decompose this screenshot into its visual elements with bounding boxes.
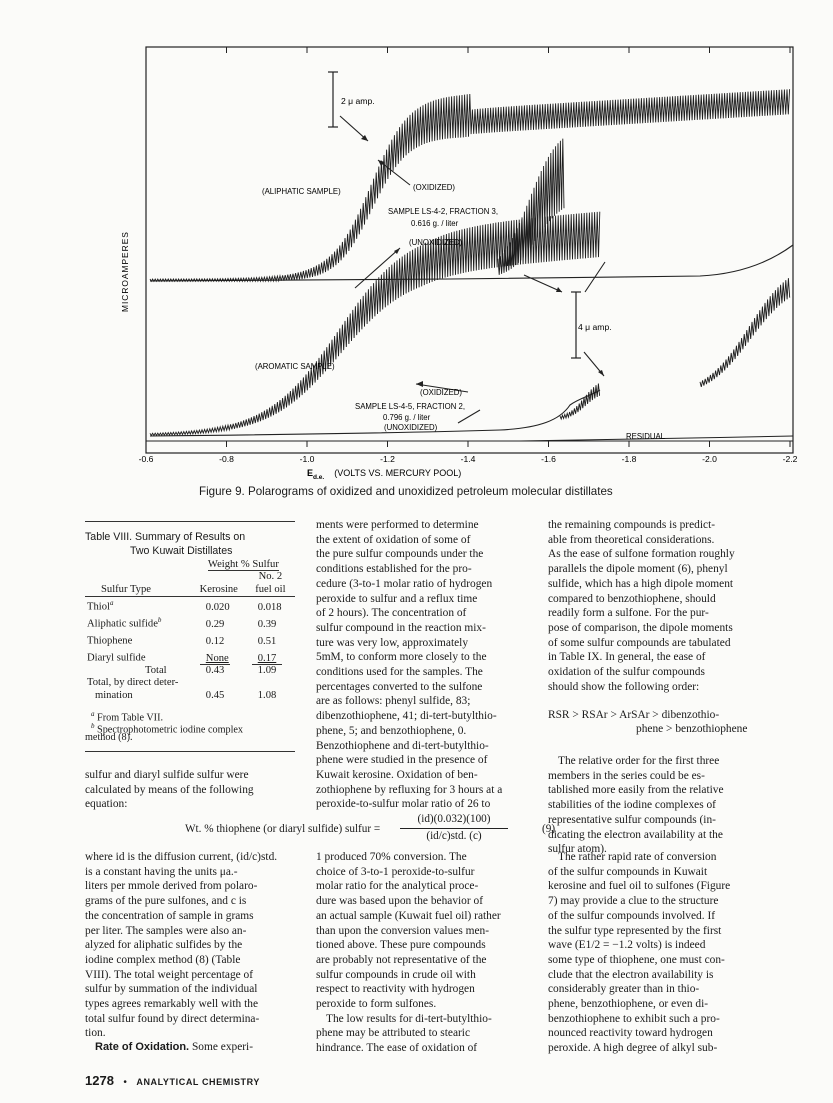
- text-line: members in the series could be es-: [548, 769, 705, 782]
- text-line: ture was very low, approximately: [316, 636, 469, 649]
- text-line: where id is the diffusion current, (id/c)std.: [85, 851, 278, 863]
- text-line: than upon the conversion values men-: [316, 924, 490, 937]
- text-line: phene, benzothiophene, or even di-: [548, 998, 709, 1011]
- aromatic-unoxidized-wave: [560, 384, 600, 419]
- text-line: 5mM, to conform more closely to the: [316, 651, 487, 664]
- text-line: some type of thiophene, one must con-: [548, 953, 725, 966]
- text-line: benzothiophene to exhibit such a pro-: [548, 1012, 720, 1025]
- text-line: percentages converted to the sulfone: [316, 680, 483, 693]
- row-kerosine: 0.12: [205, 635, 225, 647]
- text-line: phene may be attributed to stearic: [316, 1027, 471, 1040]
- x-tick-label: -1.0: [299, 454, 315, 464]
- text-line: zothiophene by refluxing for 3 hours at a: [316, 783, 503, 796]
- text-line: sulfur and diaryl sulfide sulfur were: [85, 769, 249, 781]
- text-line: The low results for di-tert-butylthio-: [326, 1012, 492, 1025]
- text-line: conditions established for the pro-: [316, 563, 472, 576]
- equation-9: [185, 813, 565, 847]
- total-kerosine: 0.43: [200, 664, 231, 676]
- text-line: ments were performed to determine: [316, 519, 479, 531]
- text-line: types agrees remarkably well with the: [85, 998, 259, 1011]
- scale-bottom-label: 4 μ amp.: [578, 322, 612, 332]
- aliphatic-sample-name: SAMPLE LS-4-2, FRACTION 3,: [388, 207, 499, 216]
- x-tick-label: -2.2: [782, 454, 798, 464]
- aliphatic-sample-label: (ALIPHATIC SAMPLE): [262, 187, 341, 196]
- text-line: phene, 5; and benzothiophene, 0.: [316, 724, 467, 737]
- text-line: representative sulfur compounds (in-: [548, 813, 716, 826]
- row-kerosine: 0.29: [205, 618, 225, 630]
- aliphatic-sample-conc: 0.616 g. / liter: [411, 219, 459, 228]
- text-line: peroxide to sulfur and a reflux time: [316, 592, 478, 605]
- aromatic-sample-label: (AROMATIC SAMPLE): [255, 362, 335, 371]
- row-type: Diaryl sulfide: [87, 652, 146, 664]
- polarogram-plot: [0, 0, 833, 500]
- text-line: are probably not representative of the: [316, 953, 487, 966]
- x-axis-subscript: d.e.: [313, 474, 325, 481]
- y-axis-label: MICROAMPERES: [120, 231, 130, 312]
- aromatic-unoxidized-label: (UNOXIDIZED): [384, 423, 438, 432]
- text-line: oxidation of the sulfur compounds: [548, 666, 705, 679]
- aliphatic-oxidized-wave: [150, 89, 790, 281]
- text-line: sulfur atom).: [548, 843, 607, 856]
- x-tick-label: -1.8: [621, 454, 637, 464]
- figure-9: [0, 0, 833, 500]
- aliphatic-oxidized-label: (OXIDIZED): [413, 183, 456, 192]
- rate-heading-line: [95, 1041, 253, 1053]
- page-footer: [85, 1072, 260, 1090]
- table-body: [85, 559, 295, 702]
- text-line: the extent of oxidation of some of: [316, 533, 471, 546]
- aromatic-final-rise-wave: [700, 278, 790, 387]
- column-right-middle: [548, 754, 762, 857]
- text-line: able from theoretical considerations.: [548, 533, 715, 546]
- text-line: equation:: [85, 798, 128, 811]
- text-line: the remaining compounds is predict-: [548, 519, 716, 531]
- text-line: Kuwait kerosine. Oxidation of ben-: [316, 768, 478, 781]
- direct-label-2: mination: [95, 689, 133, 701]
- col-kerosine: Kerosine: [192, 584, 246, 597]
- text-line: phene were studied in the presence of: [316, 754, 488, 767]
- row-fuel: 0.17: [257, 652, 277, 664]
- text-line: sulfur by summation of the individual: [85, 983, 258, 996]
- text-line: dure was based upon the behavior of: [316, 895, 484, 908]
- text-line: 7) may provide a clue to the structure: [548, 895, 719, 908]
- x-tick-label: -1.2: [380, 454, 395, 464]
- page-number: 1278: [85, 1073, 114, 1088]
- x-axis-symbol: E: [307, 468, 314, 478]
- aromatic-sample-name: SAMPLE LS-4-5, FRACTION 2,: [355, 402, 466, 411]
- aromatic-sample-conc: 0.796 g. / liter: [383, 413, 431, 422]
- footer-bullet: •: [123, 1077, 127, 1088]
- row-fuel: 0.51: [257, 635, 277, 647]
- text-line: sulfur compounds in crude oil with: [316, 968, 476, 981]
- text-line: parallels the dipole moment (6), phenyl: [548, 563, 728, 576]
- table-row: [85, 648, 295, 665]
- text-line: sulfur compound in the reaction mix-: [316, 621, 486, 634]
- scale-bar-top: [328, 72, 338, 127]
- text-line: of 2 hours). The concentration of: [316, 607, 467, 620]
- column-right-bottom: [548, 850, 762, 1056]
- text-line: alyzed for aliphatic sulfides by the: [85, 939, 243, 952]
- aromatic-oxidized-label: (OXIDIZED): [420, 388, 463, 397]
- aliphatic-unoxidized-label: (UNOXIDIZED): [409, 238, 463, 247]
- text-line: grams of the pure sulfones, and c is: [85, 895, 247, 908]
- total-fuel: 1.09: [252, 664, 283, 676]
- direct-fuel: 1.08: [257, 689, 277, 701]
- text-line: clude that the electron availability is: [548, 968, 714, 981]
- text-line: of some sulfur compounds are tabulated: [548, 636, 731, 649]
- row-kerosine: 0.020: [205, 601, 230, 613]
- text-line: the concentration of sample in grams: [85, 909, 254, 922]
- column-left-pre-equation: [85, 768, 299, 812]
- column-right-top: [548, 518, 762, 694]
- order-line-2: phene > benzothiophene: [636, 723, 748, 735]
- text-line: the pure sulfur compounds under the: [316, 548, 484, 561]
- row-footnote-mark: a: [109, 599, 114, 608]
- x-tick-label: -1.4: [460, 454, 476, 464]
- text-line: readily form a sulfone. For the pur-: [548, 607, 709, 620]
- text-line: tablished more easily from the relative: [548, 784, 724, 797]
- x-axis-label: [307, 468, 461, 481]
- text-line: peroxide to form sulfones.: [316, 998, 437, 1011]
- scale-top-label: 2 μ amp.: [341, 96, 375, 106]
- text-line: hindrance. The ease of oxidation of: [316, 1042, 478, 1055]
- text-line: As the ease of sulfone formation roughly: [548, 548, 735, 561]
- equation-number: (9): [542, 823, 556, 835]
- text-line: peroxide-to-sulfur molar ratio of 26 to: [316, 798, 491, 811]
- text-line: stabilities of the iodine complexes of: [548, 799, 716, 812]
- table-row: [85, 597, 295, 614]
- footnote-a: $^a$ From Table VII.: [91, 710, 164, 724]
- column-left-bottom: [85, 850, 299, 1041]
- order-line-1: RSR > RSAr > ArSAr > dibenzothio-: [548, 709, 720, 721]
- equation-lhs: Wt. % thiophene (or diaryl sulfide) sulfur =: [185, 823, 381, 835]
- text-line: conditions used for the samples. The: [316, 666, 483, 679]
- text-line: VIII). The total weight percentage of: [85, 968, 254, 981]
- text-line: should show the following order:: [548, 680, 700, 693]
- text-line: nounced reactivity toward hydrogen: [548, 1027, 713, 1040]
- x-tick-label: -1.6: [541, 454, 556, 464]
- text-line: molar ratio for the analytical proce-: [316, 880, 479, 893]
- footnote-b: $^b$ Spectrophotometric iodine complex: [91, 722, 244, 736]
- row-type: Thiophene: [87, 635, 133, 647]
- text-line: cedure (3-to-1 molar ratio of hydrogen: [316, 577, 493, 590]
- row-type: Aliphatic sulfide: [87, 618, 158, 630]
- text-line: iodine complex method (8) (Table: [85, 953, 241, 966]
- text-line: dicating the electron availability at the: [548, 828, 723, 841]
- text-line: considerably greater than in thio-: [548, 983, 700, 996]
- text-line: total sulfur found by direct determina-: [85, 1012, 260, 1025]
- text-line: wave (E1/2 = −1.2 volts) is indeed: [548, 939, 706, 952]
- column-middle-bottom: [316, 850, 529, 1056]
- text-line: The rather rapid rate of conversion: [558, 851, 717, 863]
- text-line: dibenzothiophene, 41; di-tert-butylthio-: [316, 710, 497, 723]
- equation-numerator: (id)(0.032)(100): [417, 813, 491, 825]
- x-tick-label: -0.6: [138, 454, 154, 464]
- row-fuel: 0.018: [257, 601, 282, 613]
- journal-name: ANALYTICAL CHEMISTRY: [136, 1077, 261, 1087]
- table-row: [85, 614, 295, 631]
- text-line: calculated by means of the following: [85, 783, 254, 796]
- table-title-1: Table VIII. Summary of Results on: [85, 531, 246, 543]
- col-sulfur-type: Sulfur Type: [85, 584, 192, 597]
- col-fuel-b: fuel oil: [246, 584, 295, 597]
- text-line: in Table IX. In general, the ease of: [548, 651, 706, 664]
- text-line: are as follows: phenyl sulfide, 83;: [316, 695, 471, 708]
- text-line: sulfide, which has a high dipole moment: [548, 577, 734, 590]
- x-tick-label: -0.8: [219, 454, 234, 464]
- text-line: The relative order for the first three: [558, 755, 720, 767]
- text-line: liters per mmole derived from polaro-: [85, 880, 258, 893]
- text-line: tion.: [85, 1027, 106, 1040]
- figure-caption: Figure 9. Polarograms of oxidized and unoxidized petroleum molecular distillates: [199, 485, 613, 498]
- row-footnote-mark: b: [157, 616, 162, 625]
- text-line: the sulfur type represented by the first: [548, 924, 722, 937]
- table-row: [85, 631, 295, 648]
- direct-kerosine: 0.45: [205, 689, 225, 701]
- text-line: tioned above. These pure compounds: [316, 939, 486, 952]
- text-line: 1 produced 70% conversion. The: [316, 851, 467, 863]
- column-middle-top: [316, 518, 529, 812]
- text-line: of the sulfur compounds in Kuwait: [548, 865, 708, 878]
- row-kerosine: None: [205, 652, 229, 664]
- text-line: compared to benzothiophene, should: [548, 592, 716, 605]
- rate-heading-rest: Some experi-: [189, 1041, 254, 1053]
- text-line: peroxide. A high degree of alkyl sub-: [548, 1042, 718, 1055]
- table-title-2: Two Kuwait Distillates: [130, 545, 233, 557]
- text-line: respect to reactivity with hydrogen: [316, 983, 475, 996]
- row-fuel: 0.39: [257, 618, 277, 630]
- footnote-b-cont: method (8).: [85, 732, 133, 743]
- text-line: kerosine and fuel oil to sulfones (Figure: [548, 880, 731, 893]
- text-line: of the sulfur compounds involved. If: [548, 909, 716, 922]
- x-axis-units: (VOLTS VS. MERCURY POOL): [334, 468, 462, 478]
- equation-denominator: (id/c)std. (c): [426, 830, 482, 842]
- text-line: pose of comparison, the dipole moments: [548, 621, 733, 634]
- residual-label: RESIDUAL: [626, 432, 665, 441]
- text-line: is a constant having the units μa.-: [85, 865, 238, 878]
- rate-heading: Rate of Oxidation.: [95, 1041, 190, 1053]
- text-line: per liter. The samples were also an-: [85, 924, 247, 937]
- total-label: Total: [145, 664, 167, 676]
- text-line: choice of 3-to-1 peroxide-to-sulfur: [316, 865, 475, 878]
- text-line: an actual sample (Kuwait fuel oil) rather: [316, 909, 501, 922]
- col-fuel-a: No. 2: [258, 571, 283, 583]
- direct-label-1: Total, by direct deter-: [87, 677, 179, 689]
- x-tick-label: -2.0: [702, 454, 717, 464]
- group-header: Weight % Sulfur: [207, 559, 279, 570]
- row-type: Thiol: [87, 601, 110, 613]
- text-line: Benzothiophene and di-tert-butylthio-: [316, 739, 489, 752]
